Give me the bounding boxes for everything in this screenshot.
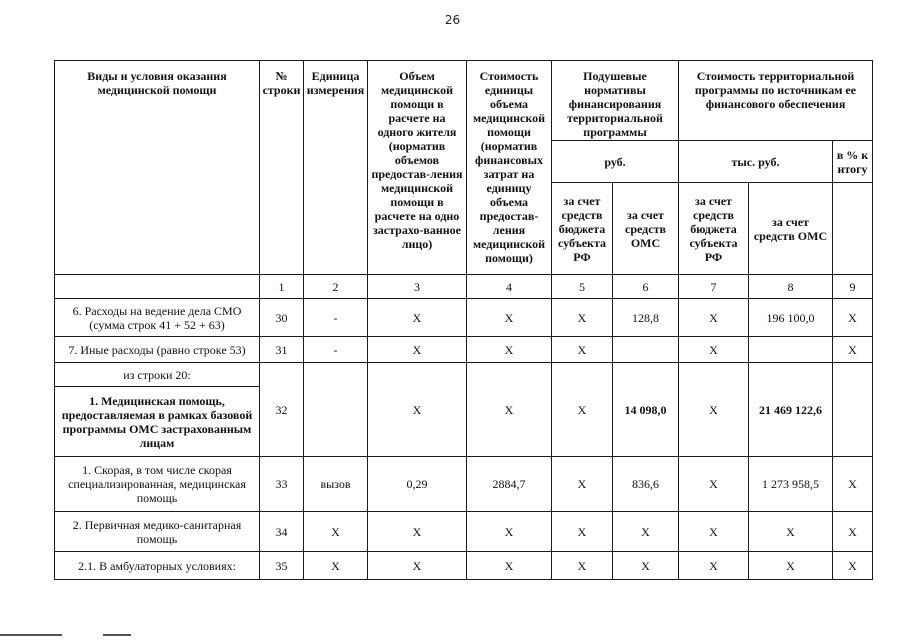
row-number: 32 bbox=[260, 363, 304, 457]
cell-volume: 0,29 bbox=[368, 457, 467, 512]
header-cost: Стоимость единицы объема медицинской помощи (норматив финансовых затрат на единицу объема предостав-ления медицинской помощи) bbox=[467, 61, 552, 275]
column-number: 9 bbox=[833, 275, 873, 299]
row-number: 34 bbox=[260, 512, 304, 552]
column-number: 4 bbox=[467, 275, 552, 299]
cell-cost: Х bbox=[467, 337, 552, 363]
scan-edge-mark bbox=[103, 634, 131, 636]
cell-oms-rub: 836,6 bbox=[613, 457, 679, 512]
cell-oms-thous: 21 469 122,6 bbox=[749, 363, 833, 457]
cell-budget-thous: Х bbox=[679, 363, 749, 457]
row-number: 30 bbox=[260, 299, 304, 337]
cell-oms-rub: Х bbox=[613, 512, 679, 552]
header-oms-thous: за счет средств ОМС bbox=[749, 183, 833, 275]
cell-percent: Х bbox=[833, 337, 873, 363]
column-number: 5 bbox=[552, 275, 613, 299]
column-number: 6 bbox=[613, 275, 679, 299]
header-percent-empty bbox=[833, 183, 873, 275]
row-unit: Х bbox=[304, 512, 368, 552]
cell-cost: Х bbox=[467, 299, 552, 337]
cell-oms-rub: 14 098,0 bbox=[613, 363, 679, 457]
cell-cost: Х bbox=[467, 552, 552, 580]
header-volume: Объем медицинской помощи в расчете на одного жителя (норматив объемов предостав-ления медицинской помощи в расчете на одно застрахо-ванное лицо) bbox=[368, 61, 467, 275]
cell-volume: Х bbox=[368, 363, 467, 457]
header-budget-rf-rub: за счет средств бюджета субъекта РФ bbox=[552, 183, 613, 275]
cell-percent: Х bbox=[833, 512, 873, 552]
cell-oms-thous: 1 273 958,5 bbox=[749, 457, 833, 512]
cell-oms-thous: Х bbox=[749, 512, 833, 552]
cell-volume: Х bbox=[368, 299, 467, 337]
header-territorial-cost: Стоимость территориальной программы по источникам ее финансового обеспечения bbox=[679, 61, 873, 141]
cell-budget-thous: Х bbox=[679, 512, 749, 552]
row-number: 31 bbox=[260, 337, 304, 363]
row-unit: вызов bbox=[304, 457, 368, 512]
row-unit: - bbox=[304, 337, 368, 363]
cell-budget-rub: Х bbox=[552, 299, 613, 337]
header-per-capita: Подушевые нормативы финансирования территориальной программы bbox=[552, 61, 679, 141]
header-percent: в % к итогу bbox=[833, 141, 873, 183]
row-name: 7. Иные расходы (равно строке 53) bbox=[55, 337, 260, 363]
column-numbers-row bbox=[55, 275, 873, 299]
column-number: 7 bbox=[679, 275, 749, 299]
row-unit bbox=[304, 363, 368, 457]
cell-oms-thous bbox=[749, 337, 833, 363]
cell-budget-thous: Х bbox=[679, 337, 749, 363]
row-name: 6. Расходы на ведение дела СМО (сумма строк 41 + 52 + 63) bbox=[55, 299, 260, 337]
cell-oms-thous: Х bbox=[749, 552, 833, 580]
cell-budget-thous: Х bbox=[679, 457, 749, 512]
row-name: 1. Скорая, в том числе скорая специализированная, медицинская помощь bbox=[55, 457, 260, 512]
cell-cost: Х bbox=[467, 363, 552, 457]
header-kinds: Виды и условия оказания медицинской помощи bbox=[55, 61, 260, 275]
cell-percent bbox=[833, 363, 873, 457]
cell-volume: Х bbox=[368, 512, 467, 552]
cell-cost: 2884,7 bbox=[467, 457, 552, 512]
table-row bbox=[55, 457, 873, 512]
cell-budget-rub: Х bbox=[552, 363, 613, 457]
row-number: 35 bbox=[260, 552, 304, 580]
column-number: 2 bbox=[304, 275, 368, 299]
cell-budget-rub: Х bbox=[552, 512, 613, 552]
row-unit: Х bbox=[304, 552, 368, 580]
header-thous-rub: тыс. руб. bbox=[679, 141, 833, 183]
cell-volume: Х bbox=[368, 337, 467, 363]
budget-table bbox=[54, 60, 873, 580]
cell-percent: Х bbox=[833, 552, 873, 580]
cell-volume: Х bbox=[368, 552, 467, 580]
cell-budget-rub: Х bbox=[552, 552, 613, 580]
table-row bbox=[55, 552, 873, 580]
cell-oms-rub: 128,8 bbox=[613, 299, 679, 337]
column-number-empty bbox=[55, 275, 260, 299]
row-name: 2.1. В амбулаторных условиях: bbox=[55, 552, 260, 580]
header-oms-rub: за счет средств ОМС bbox=[613, 183, 679, 275]
header-rub: руб. bbox=[552, 141, 679, 183]
header-row-no: № строки bbox=[260, 61, 304, 275]
table-row bbox=[55, 337, 873, 363]
cell-oms-rub: Х bbox=[613, 552, 679, 580]
column-number: 8 bbox=[749, 275, 833, 299]
cell-oms-thous: 196 100,0 bbox=[749, 299, 833, 337]
table-row bbox=[55, 299, 873, 337]
cell-budget-thous: Х bbox=[679, 552, 749, 580]
column-number: 3 bbox=[368, 275, 467, 299]
cell-cost: Х bbox=[467, 512, 552, 552]
table-row bbox=[55, 363, 873, 387]
table-row bbox=[55, 512, 873, 552]
page-number: 26 bbox=[444, 13, 461, 27]
row-name: 1. Медицинская помощь, предоставляемая в рамках базовой программы ОМС застрахованным лицам bbox=[55, 387, 260, 457]
header-budget-rf-thous: за счет средств бюджета субъекта РФ bbox=[679, 183, 749, 275]
scan-edge-mark bbox=[0, 634, 62, 636]
cell-budget-rub: Х bbox=[552, 457, 613, 512]
row-number: 33 bbox=[260, 457, 304, 512]
row-subheading: из строки 20: bbox=[55, 363, 260, 387]
row-name: 2. Первичная медико-санитарная помощь bbox=[55, 512, 260, 552]
cell-budget-thous: Х bbox=[679, 299, 749, 337]
cell-oms-rub bbox=[613, 337, 679, 363]
row-unit: - bbox=[304, 299, 368, 337]
header-unit: Единица измерения bbox=[304, 61, 368, 275]
cell-percent: Х bbox=[833, 299, 873, 337]
column-number: 1 bbox=[260, 275, 304, 299]
cell-percent: Х bbox=[833, 457, 873, 512]
cell-budget-rub: Х bbox=[552, 337, 613, 363]
